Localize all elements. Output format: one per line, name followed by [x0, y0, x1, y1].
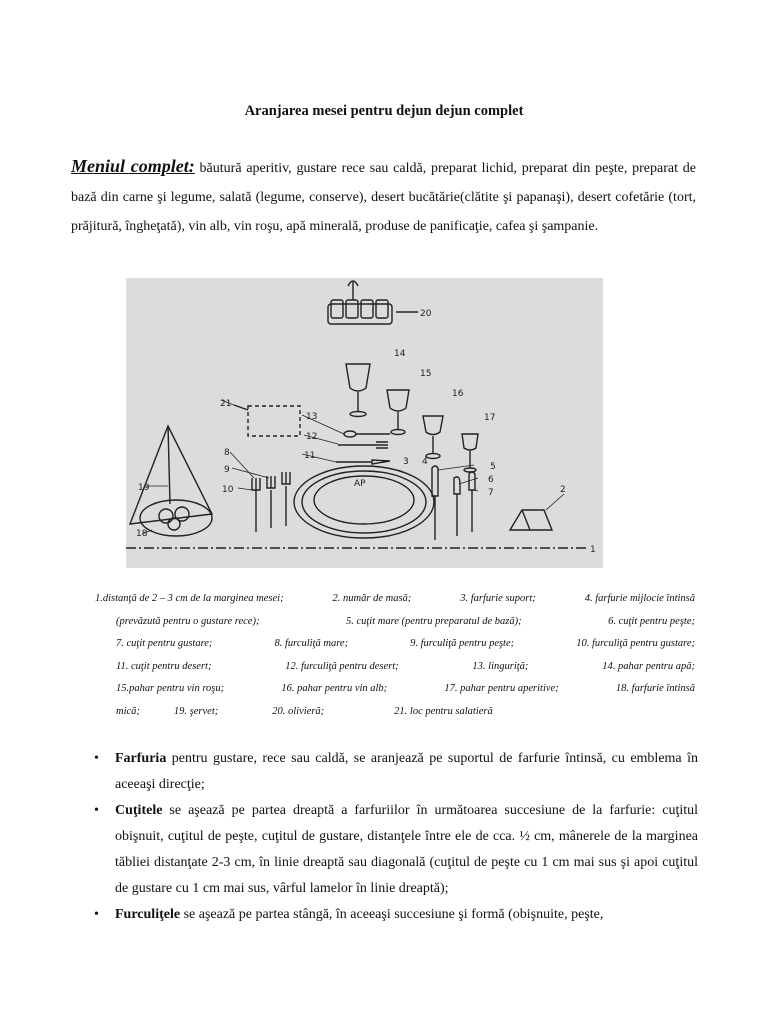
figure-label-20: 20 [420, 309, 432, 319]
table-setting-diagram [126, 278, 603, 568]
legend-item: 18. farfurie întinsă [615, 683, 695, 694]
figure-legend [95, 588, 695, 723]
list-item-term: Cuţitele [115, 803, 163, 818]
legend-item: 10. furculiţă pentru gustare; [576, 638, 695, 649]
legend-item: 11. cuţit pentru desert; [116, 660, 212, 672]
figure-label-14: 14 [394, 349, 406, 359]
figure-labels [136, 309, 596, 555]
legend-item: 7. cuţit pentru gustare; [116, 638, 213, 649]
figure-label-17: 17 [484, 413, 496, 423]
figure-label-19: 19 [138, 483, 150, 493]
legend-item: mică; [116, 705, 140, 717]
legend-row [95, 678, 695, 701]
figure-label-7: 7 [488, 488, 494, 498]
rules-list [94, 746, 698, 928]
legend-item: 4. farfurie mijlocie întinsă [584, 593, 695, 604]
figure-label-6: 6 [488, 475, 494, 485]
bullet-icon: • [94, 751, 99, 766]
figure-label-21: 21 [220, 399, 232, 409]
figure-label-12: 12 [306, 432, 318, 442]
legend-item: 21. loc pentru salatieră [394, 705, 493, 717]
napkin-drawing [130, 426, 212, 536]
menu-label: Meniul complet: [71, 156, 195, 176]
list-item [94, 798, 698, 902]
figure-label-4: 4 [422, 457, 428, 467]
plate-emblem: AP [354, 479, 366, 489]
bullet-icon: • [94, 907, 99, 922]
figure-label-11: 11 [304, 451, 316, 461]
water-glass-drawing [346, 364, 370, 417]
menu-paragraph [71, 152, 696, 241]
legend-item: 12. furculiţă pentru desert; [285, 660, 399, 672]
red-wine-glass-drawing [387, 390, 409, 435]
legend-item: 15.pahar pentru vin roşu; [116, 683, 225, 694]
legend-row [95, 656, 695, 679]
legend-row [95, 701, 695, 724]
legend-item: 16. pahar pentru vin alb; [281, 683, 388, 694]
legend-item: 1.distanţă de 2 – 3 cm de la marginea mesei; [95, 593, 284, 604]
figure-label-16: 16 [452, 389, 464, 399]
list-item [94, 746, 698, 798]
figure-label-8: 8 [224, 448, 230, 458]
legend-item: 3. farfurie suport; [460, 593, 536, 604]
figure-label-9: 9 [224, 465, 230, 475]
charger-plate-drawing [294, 466, 434, 538]
legend-item: 5. cuţit mare (pentru preparatul de bază); [345, 615, 522, 627]
figure-label-3: 3 [403, 457, 409, 467]
bullet-icon: • [94, 803, 99, 818]
legend-item: 6. cuţit pentru peşte; [608, 615, 695, 627]
legend-item: 20. olivieră; [272, 705, 325, 717]
legend-item: 9. furculiţă pentru peşte; [410, 638, 515, 649]
figure-label-18: 18 [136, 529, 148, 539]
figure-label-5: 5 [490, 462, 496, 472]
legend-item: 13. linguriţă; [472, 660, 529, 672]
list-item-text: pentru gustare, rece sau caldă, se aranjează pe suportul de farfurie întinsă, cu emblema în aceeaşi direcţie; [115, 751, 698, 792]
legend-item: 8. furculiţă mare; [274, 638, 349, 649]
menu-text: băutură aperitiv, gustare rece sau caldă, preparat lichid, preparat din peşte, preparat de bază din carne şi legume, salată (legume, conserve), desert bucătărie(clătite şi papanaşi), desert cofetărie (tort, prăjitură, îngheţată), vin alb, vin roşu, apă minerală, produse de panificaţie, cafea şi şampanie. [71, 161, 696, 234]
list-item [94, 902, 698, 928]
figure-label-1: 1 [590, 545, 596, 555]
legend-item: (prevăzută pentru o gustare rece); [116, 615, 260, 627]
legend-row [95, 588, 695, 611]
knives-drawing [432, 466, 475, 540]
list-item-term: Furculiţele [115, 907, 181, 922]
forks-drawing [252, 472, 290, 532]
list-item-text: se aşează pe partea dreaptă a farfuriilor în următoarea succesiune de la farfurie: cuţitul obişnuit, cuţitul de peşte, cuţitul de gustare, distanţele între ele de cca. ½ cm, mânerele de la marginea tăbliei distanţate 2-3 cm, în linie dreaptă sau diagonală (cuţitul de peşte cu 1 cm mai sus şi apoi cuţitul de gustare cu 1 cm mai sus, vârful lamelor în linie dreaptă); [115, 803, 698, 896]
document-title: Aranjarea mesei pentru dejun dejun complet [244, 103, 524, 119]
list-item-term: Farfuria [115, 751, 167, 766]
figure-label-2: 2 [560, 485, 566, 495]
figure-label-15: 15 [420, 369, 432, 379]
figure-label-13: 13 [306, 412, 318, 422]
legend-item: 14. pahar pentru apă; [602, 660, 695, 672]
cruet-drawing [328, 281, 418, 324]
list-item-text: se aşează pe partea stângă, în aceeaşi succesiune şi formă (obişnuite, peşte, [180, 907, 604, 922]
legend-item: 19. şervet; [173, 705, 219, 717]
white-wine-glass-drawing [423, 416, 443, 459]
legend-row [95, 611, 695, 634]
salad-bowl-place [248, 406, 300, 436]
legend-row [95, 633, 695, 656]
table-setting-figure [126, 278, 603, 568]
figure-label-10: 10 [222, 485, 234, 495]
legend-item: 17. pahar pentru aperitive; [444, 683, 559, 694]
legend-item: 2. număr de masă; [332, 593, 412, 604]
table-number-drawing [510, 510, 552, 530]
